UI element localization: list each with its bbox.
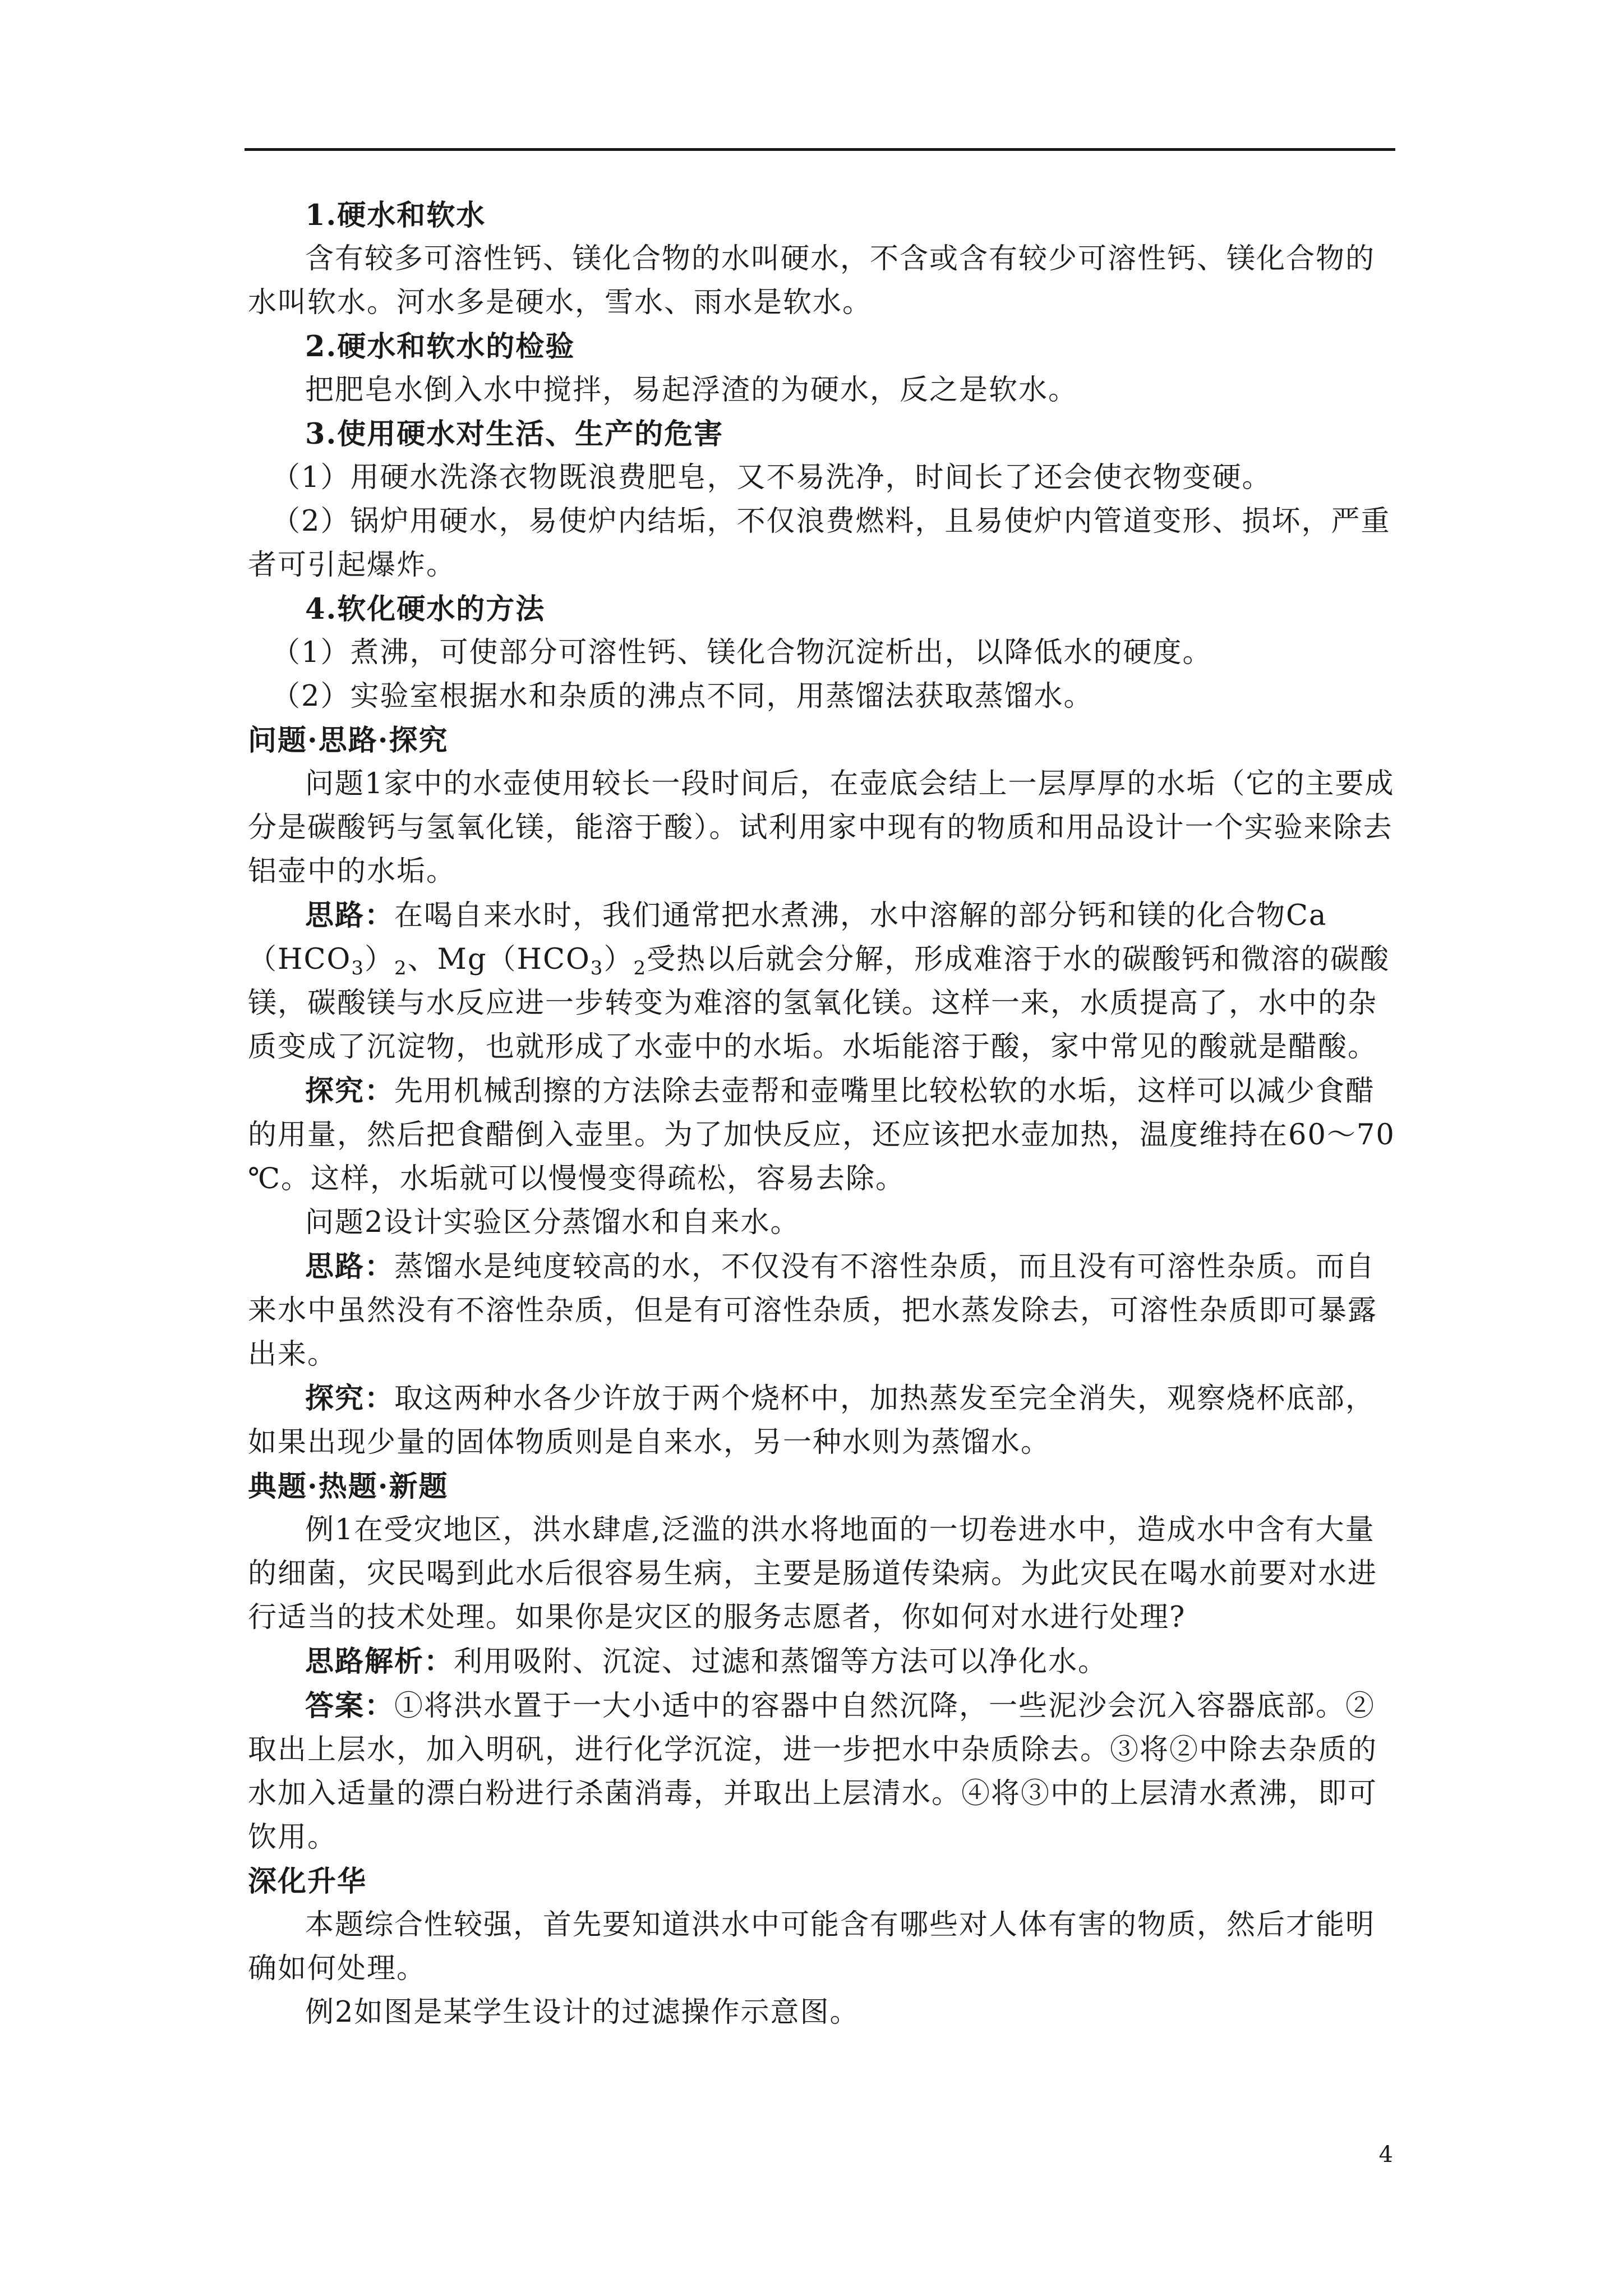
analysis-label: 思路解析： [305,1645,454,1678]
exploration-text: 取这两种水各少许放于两个烧杯中，加热蒸发至完全消失，观察烧杯底部，如果出现少量的固体物质则是自来水，另一种水则为蒸馏水。 [248,1382,1376,1459]
answer-label: 答案： [305,1689,395,1723]
question-2-approach [248,1245,1395,1377]
example-2: 例2如图是某学生设计的过滤操作示意图。 [305,1996,860,2029]
exploration-label: 探究： [305,1382,395,1415]
answer-text: ①将洪水置于一大小适中的容器中自然沉降，一些泥沙会沉入容器底部。②取出上层水，加入明矾，进行化学沉淀，进一步把水中杂质除去。③将②中除去杂质的水加入适量的漂白粉进行杀菌消毒，并取出上层清水。④将③中的上层清水煮沸，即可饮用。 [248,1690,1378,1854]
section-title-typical-problems: 典题·热题·新题 [248,1470,449,1503]
paragraph-harm-2: （2）锅炉用硬水，易使炉内结垢，不仅浪费燃料，且易使炉内管道变形、损坏，严重者可引起爆炸。 [248,505,1391,582]
header-rule [245,148,1395,151]
approach-label: 思路： [305,899,395,932]
approach-text-b: ） [364,943,394,976]
subscript-2: 2 [633,957,647,979]
heading-hard-water-harm: 3.使用硬水对生活、生产的危害 [305,417,724,451]
example-1-answer [248,1684,1395,1860]
exploration-text: 先用机械刮擦的方法除去壶帮和壶嘴里比较松软的水垢，这样可以减少食醋的用量，然后把食醋倒入壶里。为了加快反应，还应该把水壶加热，温度维持在60～70 ℃。这样，水垢就可以慢慢变得疏松，容易去除。 [248,1075,1395,1195]
question-2-exploration [248,1377,1395,1465]
question-1: 问题1家中的水壶使用较长一段时间后，在壶底会结上一层厚厚的水垢（它的主要成分是碳酸钙与氢氧化镁，能溶于酸）。试利用家中现有的物质和用品设计一个实验来除去铝壶中的水垢。 [248,767,1395,888]
exploration-label: 探究： [305,1074,395,1108]
subscript-2: 2 [394,957,408,979]
approach-text-a: 在喝自来水时，我们通常把水煮沸，水中溶解的部分钙和镁的化合物Ca（HCO [248,899,1327,976]
example-1-analysis [248,1640,1395,1684]
approach-text-d: ） [603,943,634,976]
heading-water-test: 2.硬水和软水的检验 [305,330,575,364]
subscript-3: 3 [351,957,365,979]
paragraph-hard-soft-definition: 含有较多可溶性钙、镁化合物的水叫硬水，不含或含有较少可溶性钙、镁化合物的水叫软水。河水多是硬水，雪水、雨水是软水。 [248,242,1376,319]
section-title-deepening: 深化升华 [248,1865,367,1898]
example-1: 例1在受灾地区，洪水肆虐,泛滥的洪水将地面的一切卷进水中，造成水中含有大量的细菌，灾民喝到此水后很容易生病，主要是肠道传染病。为此灾民在喝水前要对水进行适当的技术处理。如果你是灾区的服务志愿者，你如何对水进行处理? [248,1513,1378,1634]
subscript-3: 3 [590,957,604,979]
question-2: 问题2设计实验区分蒸馏水和自来水。 [305,1206,800,1239]
paragraph-harm-1: （1）用硬水洗涤衣物既浪费肥皂，又不易洗净，时间长了还会使衣物变硬。 [271,461,1272,494]
paragraph-softening-1: （1）煮沸，可使部分可溶性钙、镁化合物沉淀析出，以降低水的硬度。 [271,636,1212,669]
deepening-paragraph: 本题综合性较强，首先要知道洪水中可能含有哪些对人体有害的物质，然后才能明确如何处理。 [248,1908,1376,1985]
document-body [248,194,1395,2035]
approach-label: 思路： [305,1250,395,1283]
paragraph-water-test: 把肥皂水倒入水中搅拌，易起浮渣的为硬水，反之是软水。 [305,374,1078,407]
analysis-text: 利用吸附、沉淀、过滤和蒸馏等方法可以净化水。 [454,1645,1108,1678]
section-title-question-approach: 问题·思路·探究 [248,724,449,757]
page-number: 4 [1378,2142,1393,2168]
approach-text-e: 受热以后就会分解，形成难溶于水的碳酸钙和微溶的碳酸镁，碳酸镁与水反应进一步转变为难溶的氢氧化镁。这样一来，水质提高了，水中的杂质变成了沉淀物，也就形成了水壶中的水垢。水垢能溶于酸，家中常见的酸就是醋酸。 [248,943,1390,1064]
approach-text: 蒸馏水是纯度较高的水，不仅没有不溶性杂质，而且没有可溶性杂质。而自来水中虽然没有不溶性杂质，但是有可溶性杂质，把水蒸发除去，可溶性杂质即可暴露出来。 [248,1250,1378,1371]
heading-softening-methods: 4.软化硬水的方法 [305,592,546,626]
question-1-exploration [248,1069,1395,1201]
heading-hard-soft-water: 1.硬水和软水 [305,199,486,232]
paragraph-softening-2: （2）实验室根据水和杂质的沸点不同，用蒸馏法获取蒸馏水。 [271,680,1094,713]
question-1-approach [248,894,1395,1069]
approach-text-c: 、Mg（HCO [407,943,591,976]
